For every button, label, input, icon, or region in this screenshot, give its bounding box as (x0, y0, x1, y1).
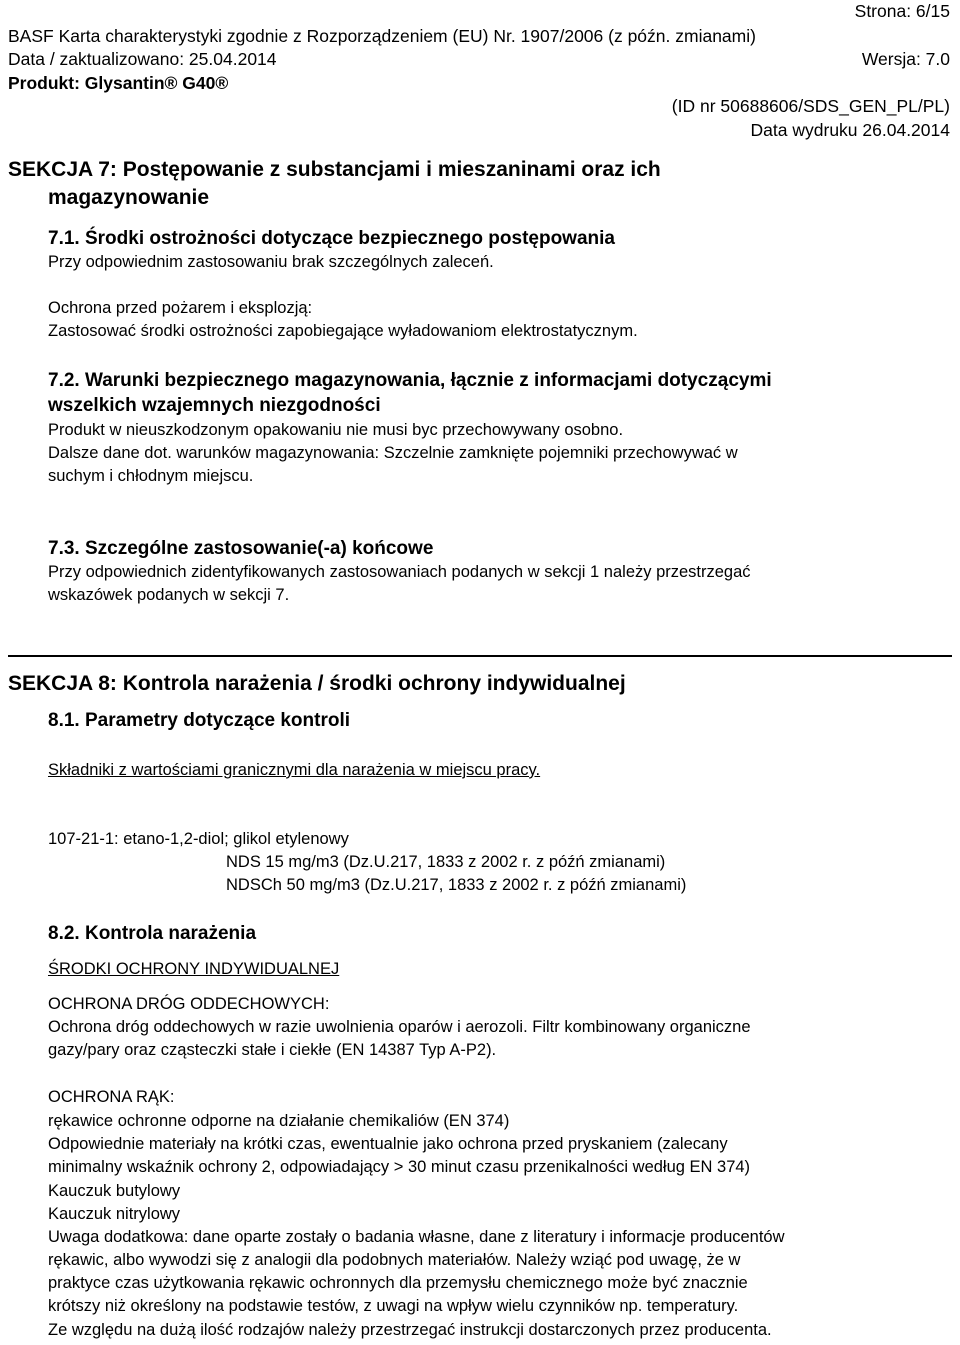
section8-title: SEKCJA 8: Kontrola narażenia / środki ochrony indywidualnej (8, 672, 626, 695)
ndsch-value: NDSCh 50 mg/m3 (Dz.U.217, 1833 z 2002 r. z późń zmianami) (226, 876, 687, 894)
hand-text-line: Uwaga dodatkowa: dane oparte zostały o badania własne, dane z literatury i informacje producentów (48, 1228, 785, 1246)
fire-protection-text: Zastosować środki ostrożności zapobiegające wyładowaniom elektrostatycznym. (48, 322, 638, 340)
hand-text-line: praktyce czas użytkowania rękawic ochronnych dla przemysłu chemicznego może być znacznie (48, 1274, 748, 1292)
header-product: Produkt: Glysantin® G40® (8, 73, 229, 93)
respiratory-text-1: Ochrona dróg oddechowych w razie uwolnienia oparów i aerozoli. Filtr kombinowany organiczne (48, 1018, 751, 1036)
hand-text-line: Odpowiednie materiały na krótki czas, ewentualnie jako ochrona przed pryskaniem (zalecany (48, 1135, 728, 1153)
respiratory-label: OCHRONA DRÓG ODDECHOWYCH: (48, 995, 330, 1013)
hand-text-line: Ze względu na dużą ilość rodzajów należy przestrzegać instrukcji dostarczonych przez producenta. (48, 1321, 772, 1339)
section72-text-3: suchym i chłodnym miejscu. (48, 467, 254, 485)
hand-text-line: Kauczuk nitrylowy (48, 1205, 181, 1223)
section73-heading: 7.3. Szczególne zastosowanie(-a) końcowe (48, 538, 434, 559)
section7-title-line1: SEKCJA 7: Postępowanie z substancjami i mieszaninami oraz ich (8, 158, 661, 181)
hand-protection-label: OCHRONA RĄK: (48, 1088, 175, 1106)
page-number: Strona: 6/15 (854, 1, 950, 21)
hand-text-line: rękawic, albo wywodzi się z analogii dla podobnych materiałów. Należy wziąć pod uwagę, że w (48, 1251, 741, 1269)
header-id: (ID nr 50688606/SDS_GEN_PL/PL) (671, 96, 950, 116)
section72-text-2: Dalsze dane dot. warunków magazynowania: Szczelnie zamknięte pojemniki przechowywać w (48, 444, 738, 462)
hand-text-line: rękawice ochronne odporne na działanie chemikaliów (EN 374) (48, 1112, 510, 1130)
section81-heading: 8.1. Parametry dotyczące kontroli (48, 710, 351, 731)
section-divider (8, 655, 952, 657)
section73-text-2: wskazówek podanych w sekcji 7. (48, 586, 290, 604)
section72-text-1: Produkt w nieuszkodzonym opakowaniu nie musi byc przechowywany osobno. (48, 421, 624, 439)
header-date: Data / zaktualizowano: 25.04.2014 (8, 49, 277, 69)
header-version: Wersja: 7.0 (861, 49, 950, 69)
nds-value: NDS 15 mg/m3 (Dz.U.217, 1833 z 2002 r. z późń zmianami) (226, 853, 666, 871)
section72-heading-line2: wszelkich wzajemnych niezgodności (48, 395, 381, 416)
substance-name: 107-21-1: etano-1,2-diol; glikol etylenowy (48, 830, 349, 848)
exposure-limits-label: Składniki z wartościami granicznymi dla narażenia w miejscu pracy. (48, 761, 541, 779)
hand-text-line: Kauczuk butylowy (48, 1182, 181, 1200)
header-regulation: BASF Karta charakterystyki zgodnie z Rozporządzeniem (EU) Nr. 1907/2006 (z późn. zmianami) (8, 26, 756, 46)
fire-protection-label: Ochrona przed pożarem i eksplozją: (48, 299, 313, 317)
section7-title-line2: magazynowanie (48, 186, 210, 209)
section73-text-1: Przy odpowiednich zidentyfikowanych zastosowaniach podanych w sekcji 1 należy przestrzegać (48, 563, 751, 581)
hand-text-line: krótszy niż określony na podstawie testów, z uwagi na wpływ wielu czynników np. temperatury. (48, 1297, 739, 1315)
respiratory-text-2: gazy/pary oraz cząsteczki stałe i ciekłe (EN 14387 Typ A-P2). (48, 1041, 497, 1059)
section71-heading: 7.1. Środki ostrożności dotyczące bezpiecznego postępowania (48, 228, 615, 249)
header-print-date: Data wydruku 26.04.2014 (750, 120, 950, 140)
section71-text: Przy odpowiednim zastosowaniu brak szczególnych zaleceń. (48, 253, 494, 271)
hand-text-line: minimalny wskaźnik ochrony 2, odpowiadający > 30 minut czasu przenikalności według EN 374) (48, 1158, 751, 1176)
section82-heading: 8.2. Kontrola narażenia (48, 923, 257, 944)
ppe-label: ŚRODKI OCHRONY INDYWIDUALNEJ (48, 960, 340, 978)
section72-heading-line1: 7.2. Warunki bezpiecznego magazynowania, łącznie z informacjami dotyczącymi (48, 370, 772, 391)
